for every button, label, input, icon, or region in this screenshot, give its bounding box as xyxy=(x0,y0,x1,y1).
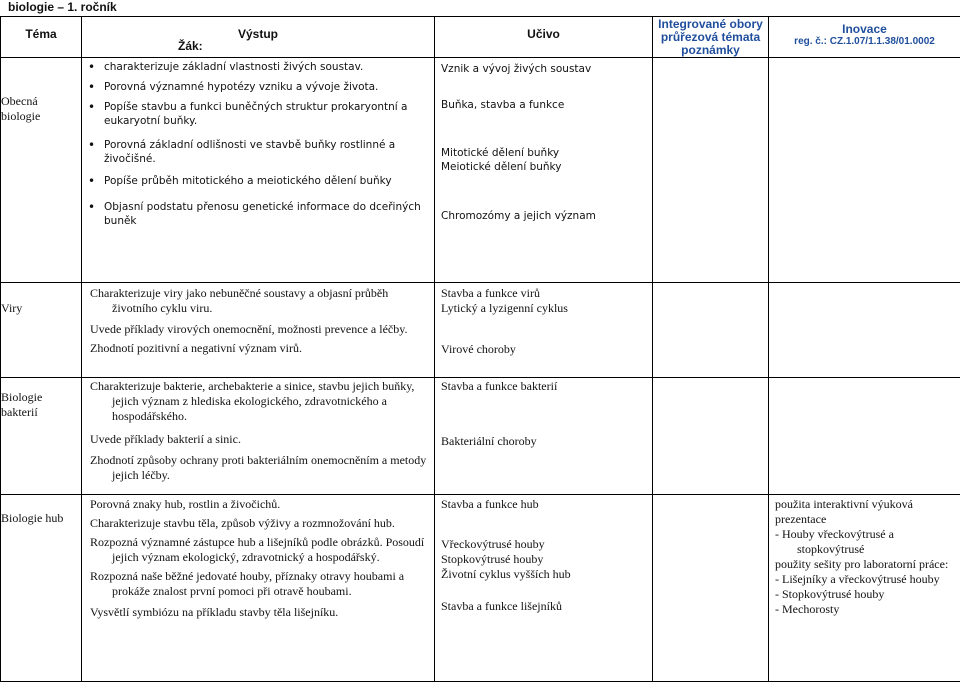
list-item: Rozpozná významné zástupce hub a lišejníků podle obrázků. Posoudí jejich význam ekologický, zdravotnický a hospodářský. xyxy=(86,535,430,565)
header-zak: Žák: xyxy=(82,39,434,53)
list-item: • Porovná významné hypotézy vzniku a vývoje života. xyxy=(82,80,434,94)
content-cell xyxy=(435,495,653,682)
list-item: • Popíše stavbu a funkci buněčných struktur prokaryontní a eukaryotní buňky. xyxy=(82,100,434,128)
content-cell xyxy=(435,378,653,495)
crosscurricular-cell xyxy=(653,378,769,495)
list-item: Zhodnotí způsoby ochrany proti bakteriálním onemocněním a metody jejich léčby. xyxy=(86,453,430,483)
header-vystup: Výstup Žák: xyxy=(82,17,435,58)
list-item: • Popíše průběh mitotického a meiotického dělení buňky xyxy=(82,174,434,188)
list-item: Uvede příklady virových onemocnění, možnosti prevence a léčby. xyxy=(86,322,430,337)
header-integrovane: Integrované obory průřezová témata poznámky xyxy=(653,17,769,58)
innovation-cell xyxy=(769,495,960,682)
note-item: použity sešity pro laboratorní práce: xyxy=(775,557,954,572)
header-row xyxy=(1,17,960,58)
list-item: Lytický a lyzigenní cyklus xyxy=(441,301,646,316)
list-item: Buňka, stavba a funkce xyxy=(441,98,646,112)
list-item: Stavba a funkce lišejníků xyxy=(441,599,646,614)
list-item: Stavba a funkce virů xyxy=(441,286,646,301)
list-item: Vřeckovýtrusé houby xyxy=(441,537,646,552)
outcomes-cell xyxy=(82,283,435,378)
list-item: Mitotické dělení buňky xyxy=(441,146,646,160)
topic-cell: Biologie hub xyxy=(1,495,82,682)
list-item: Rozpozná naše běžné jedovaté houby, příznaky otravy houbami a prokáže znalost první pomoci při otravě houbami. xyxy=(86,569,430,599)
topic-cell: Obecná biologie xyxy=(1,58,82,283)
outcomes-cell xyxy=(82,58,435,283)
list-item: Chromozómy a jejich význam xyxy=(441,209,646,223)
list-item: Charakterizuje viry jako nebuněčné soustavy a objasní průběh životního cyklu viru. xyxy=(86,286,430,316)
innovation-cell xyxy=(769,58,960,283)
list-item: Virové choroby xyxy=(441,342,646,357)
note-item: - Stopkovýtrusé houby xyxy=(775,587,954,602)
list-item: Vysvětlí symbiózu na příkladu stavby těla lišejníku. xyxy=(86,605,430,620)
content-cell xyxy=(435,283,653,378)
crosscurricular-cell xyxy=(653,495,769,682)
list-item: Stavba a funkce hub xyxy=(441,497,646,512)
topic-cell: Biologie bakterií xyxy=(1,378,82,495)
list-item: Stavba a funkce bakterií xyxy=(441,379,646,394)
list-item: Uvede příklady bakterií a sinic. xyxy=(86,432,430,447)
list-item: • Porovná základní odlišnosti ve stavbě buňky rostlinné a živočišné. xyxy=(82,138,434,166)
table-row xyxy=(1,58,960,283)
crosscurricular-cell xyxy=(653,58,769,283)
list-item: Zhodnotí pozitivní a negativní význam virů. xyxy=(86,341,430,356)
table-row xyxy=(1,378,960,495)
note-item: - Houby vřeckovýtrusé a stopkovýtrusé xyxy=(775,527,954,557)
topic-cell: Viry xyxy=(1,283,82,378)
innovation-cell xyxy=(769,378,960,495)
outcomes-cell xyxy=(82,378,435,495)
note-item: - Lišejníky a vřeckovýtrusé houby xyxy=(775,572,954,587)
table-row xyxy=(1,495,960,682)
list-item: Meiotické dělení buňky xyxy=(441,160,646,174)
list-item: Bakteriální choroby xyxy=(441,434,646,449)
header-inovace: Inovace reg. č.: CZ.1.07/1.1.38/01.0002 xyxy=(769,17,960,58)
note-item: - Mechorosty xyxy=(775,602,954,617)
curriculum-table xyxy=(0,16,960,682)
crosscurricular-cell xyxy=(653,283,769,378)
content-cell xyxy=(435,58,653,283)
header-tema: Téma xyxy=(1,17,82,58)
list-item: Vznik a vývoj živých soustav xyxy=(441,62,646,76)
document-title: biologie – 1. ročník xyxy=(8,0,117,14)
innovation-cell xyxy=(769,283,960,378)
list-item: Stopkovýtrusé houby xyxy=(441,552,646,567)
list-item: • charakterizuje základní vlastnosti živých soustav. xyxy=(82,60,434,74)
list-item: • Objasní podstatu přenosu genetické informace do dceřiných buněk xyxy=(82,200,434,228)
list-item: Porovná znaky hub, rostlin a živočichů. xyxy=(86,497,430,512)
list-item: Životní cyklus vyšších hub xyxy=(441,567,646,582)
outcomes-cell xyxy=(82,495,435,682)
list-item: Charakterizuje bakterie, archebakterie a sinice, stavbu jejich buňky, jejich význam z hlediska ekologického, zdravotnického a hospodářského. xyxy=(86,379,430,424)
table-row xyxy=(1,283,960,378)
list-item: Charakterizuje stavbu těla, způsob výživy a rozmnožování hub. xyxy=(86,516,430,531)
note-item: použita interaktivní výuková prezentace xyxy=(775,497,954,527)
header-ucivo: Učivo xyxy=(435,17,653,58)
